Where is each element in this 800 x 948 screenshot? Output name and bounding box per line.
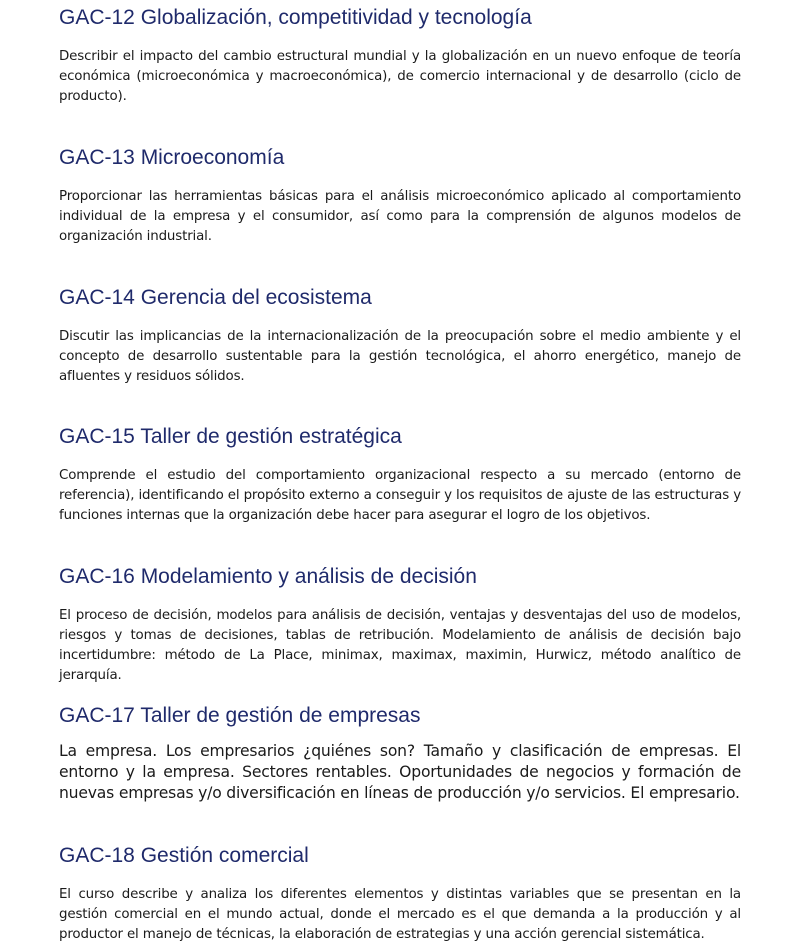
course-description: Proporcionar las herramientas básicas para el análisis microeconómico aplicado al comportamiento individual de la empresa y el consumidor, así como para la comprensión de algunos modelos de organización industrial.	[59, 189, 741, 244]
course-description: Comprende el estudio del comportamiento organizacional respecto a su mercado (entorno de referencia), identificando el propósito externo a conseguir y los requisitos de ajuste de las estructuras y funciones internas que la organización debe hacer para asegurar el logro de los objetivos.	[59, 468, 741, 523]
course-title: GAC-16 Modelamiento y análisis de decisión	[59, 565, 477, 588]
course-description: La empresa. Los empresarios ¿quiénes son? Tamaño y clasificación de empresas. El entorno y la empresa. Sectores rentables. Oportunidades de negocios y formación de nuevas empresas y/o diversificación en líneas de producción y/o servicios. El empresario.	[59, 742, 741, 802]
course-description: El proceso de decisión, modelos para análisis de decisión, ventajas y desventajas del uso de modelos, riesgos y tomas de decisiones, tablas de retribución. Modelamiento de análisis de decisión bajo incertidumbre: método de La Place, minimax, maximax, maximin, Hurwicz, método analítico de jerarquía.	[59, 608, 741, 683]
course-gac-17	[59, 703, 741, 804]
course-title: GAC-13 Microeconomía	[59, 146, 285, 169]
course-gac-15	[59, 424, 741, 526]
course-gac-16	[59, 564, 741, 686]
course-description: Discutir las implicancias de la internacionalización de la preocupación sobre el medio ambiente y el concepto de desarrollo sustentable para la gestión tecnológica, el ahorro energético, manejo de afluentes y residuos sólidos.	[59, 329, 741, 384]
course-gac-12	[59, 5, 741, 107]
course-title: GAC-15 Taller de gestión estratégica	[59, 425, 402, 448]
course-title: GAC-14 Gerencia del ecosistema	[59, 286, 372, 309]
course-gac-14	[59, 285, 741, 387]
course-description: El curso describe y analiza los diferentes elementos y distintas variables que se presentan en la gestión comercial en el mundo actual, donde el mercado es el que demanda a la producción y al productor el manejo de técnicas, la elaboración de estrategias y una acción gerencial sistemática.	[59, 887, 741, 942]
course-title: GAC-17 Taller de gestión de empresas	[59, 704, 421, 727]
course-title: GAC-18 Gestión comercial	[59, 844, 309, 867]
course-title: GAC-12 Globalización, competitividad y tecnología	[59, 6, 532, 29]
course-gac-18	[59, 843, 741, 945]
course-description: Describir el impacto del cambio estructural mundial y la globalización en un nuevo enfoque de teoría económica (microeconómica y macroeconómica), de comercio internacional y de desarrollo (ciclo de producto).	[59, 49, 741, 104]
course-gac-13	[59, 145, 741, 247]
